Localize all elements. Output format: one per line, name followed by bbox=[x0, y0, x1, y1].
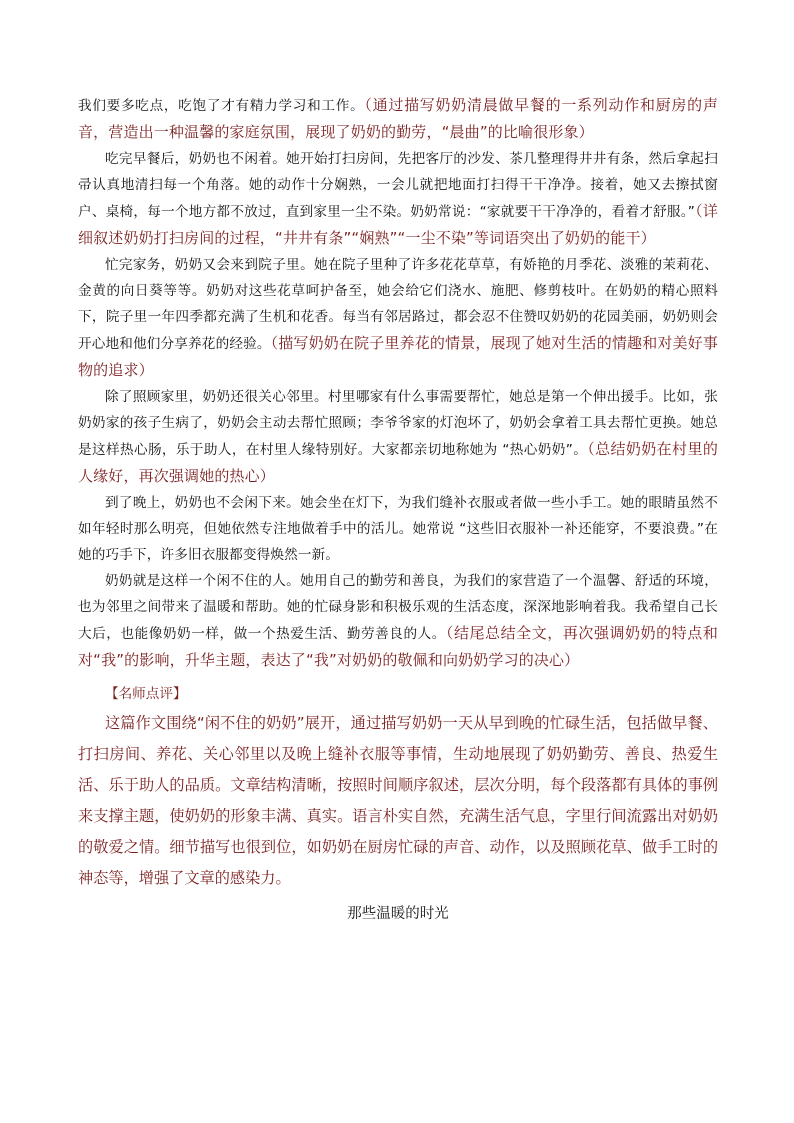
essay-paragraph-4 bbox=[78, 384, 718, 490]
essay-paragraph-text: 吃完早餐后，奶奶也不闲着。她开始打扫房间，先把客厅的沙发、茶几整理得井井有条，然后拿起扫帚认真地清扫每一个角落。她的动作十分娴熟，一会儿就把地面打扫得干干净净。接着，她又去擦拭窗户、桌椅，每一个地方都不放过，直到家里一尘不染。奶奶常说：“家就要干干净净的，看着才舒服。” bbox=[78, 151, 718, 220]
next-essay-title: 那些温暖的时光 bbox=[347, 906, 449, 922]
annotation-note: （详细叙述奶奶打扫房间的过程，“井井有条”“娴熟”“一尘不染”等词语突出了奶奶的能干） bbox=[78, 202, 718, 247]
review-heading: 【名师点评】 bbox=[105, 686, 187, 702]
annotation-note: （通过描写奶奶清晨做早餐的一系列动作和厨房的声音，营造出一种温馨的家庭氛围，展现了奶奶的勤劳，“晨曲”的比喻很形象） bbox=[78, 96, 719, 141]
essay-paragraph-text: 奶奶就是这样一个闲不住的人。她用自己的勤劳和善良，为我们的家营造了一个温馨、舒适的环境，也为邻里之间带来了温暖和帮助。她的忙碌身影和积极乐观的生活态度，深深地影响着我。我希望自己长大后，也能像奶奶一样，做一个热爱生活、勤劳善良的人。 bbox=[78, 573, 718, 642]
essay-paragraph-text: 我们要多吃点，吃饱了才有精力学习和工作。 bbox=[78, 98, 365, 114]
review-text: 这篇作文围绕“闲不住的奶奶”展开，通过描写奶奶一天从早到晚的忙碌生活，包括做早餐、打扫房间、养花、关心邻里以及晚上缝补衣服等事情，生动地展现了奶奶勤劳、善良、热爱生活、乐于助人的品质。文章结构清晰，按照时间顺序叙述，层次分明，每个段落都有具体的事例来支撑主题，使奶奶的形象丰满、真实。语言朴实自然，充满生活气息，字里行间流露出对奶奶的敬爱之情。细节描写也很到位，如奶奶在厨房忙碌的声音、动作，以及照顾花草、做手工时的神态等，增强了文章的感染力。 bbox=[78, 714, 718, 887]
essay-paragraph-5 bbox=[78, 490, 718, 568]
annotation-note: （描写奶奶在院子里养花的情景，展现了她对生活的情趣和对美好事物的追求） bbox=[78, 334, 718, 379]
annotation-note: （结尾总结全文，再次强调奶奶的特点和对“我”的影响，升华主题，表达了“我”对奶奶的敬佩和向奶奶学习的决心） bbox=[78, 624, 718, 669]
essay-paragraph-2 bbox=[78, 146, 718, 252]
essay-paragraph-1 bbox=[78, 92, 718, 146]
document-content bbox=[78, 92, 718, 928]
annotation-note: （总结奶奶在村里的人缘好，再次强调她的热心） bbox=[78, 440, 718, 485]
essay-paragraph-text: 除了照顾家里，奶奶还很关心邻里。村里哪家有什么事需要帮忙，她总是第一个伸出援手。比如，张奶奶家的孩子生病了，奶奶会主动去帮忙照顾；李爷爷家的灯泡坏了，奶奶会拿着工具去帮忙更换。她总是这样热心肠，乐于助人，在村里人缘特别好。大家都亲切地称她为 “热心奶奶”。 bbox=[78, 389, 718, 458]
essay-paragraph-3 bbox=[78, 252, 718, 384]
essay-paragraph-text: 到了晚上，奶奶也不会闲下来。她会坐在灯下，为我们缝补衣服或者做一些小手工。她的眼睛虽然不如年轻时那么明亮，但她依然专注地做着手中的活儿。她常说 “这些旧衣服补一补还能穿，不要浪费。”在她的巧手下，许多旧衣服都变得焕然一新。 bbox=[78, 495, 718, 563]
essay-paragraph-text: 忙完家务，奶奶又会来到院子里。她在院子里种了许多花花草草，有娇艳的月季花、淡雅的茉莉花、金黄的向日葵等等。奶奶对这些花草呵护备至，她会给它们浇水、施肥、修剪枝叶。在奶奶的精心照料下，院子里一年四季都充满了生机和花香。每当有邻居路过，都会忍不住赞叹奶奶的花园美丽，奶奶则会开心地和他们分享养花的经验。 bbox=[78, 257, 718, 352]
essay-paragraph-6 bbox=[78, 568, 718, 674]
